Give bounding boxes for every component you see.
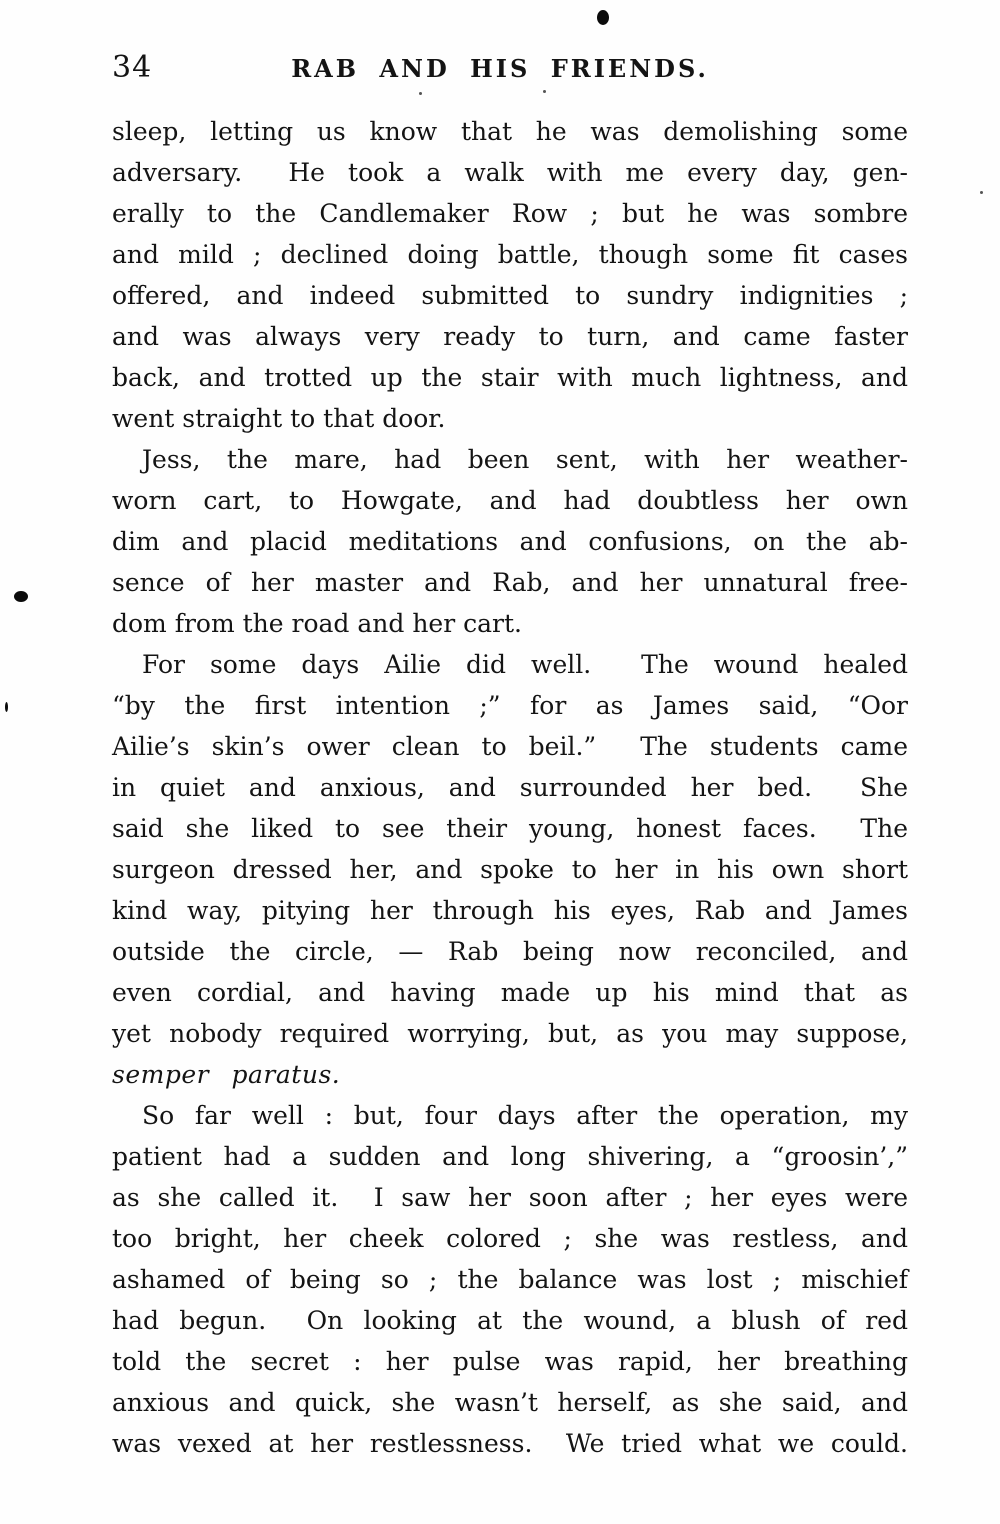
text-line: sleep, letting us know that he was demolishing some [112,117,908,146]
page-text [112,111,908,1464]
text-line: was vexed at her restlessness. We tried what we could. [112,1429,908,1458]
text-line: Jess, the mare, had been sent, with her weather- [142,445,908,474]
text-line: Ailie’s skin’s ower clean to beil.” The students came [112,732,908,761]
text-line: patient had a sudden and long shivering, a “groosin’,” [112,1142,908,1171]
text-line: dom from the road and her cart. [112,609,522,638]
text-line: surgeon dressed her, and spoke to her in his own short [112,855,908,884]
text-line: said she liked to see their young, honest faces. The [112,814,908,843]
text-line: semper paratus. [112,1060,341,1089]
ink-speck [980,191,983,194]
text-line: dim and placid meditations and confusions, on the ab- [112,527,908,556]
text-line: went straight to that door. [112,404,446,433]
text-line: adversary. He took a walk with me every day, gen- [112,158,908,187]
ink-speck [419,92,422,95]
text-line: worn cart, to Howgate, and had doubtless her own [112,486,908,515]
text-line: in quiet and anxious, and surrounded her bed. She [112,773,908,802]
ink-speck [597,10,609,25]
text-line: outside the circle, — Rab being now reconciled, and [112,937,908,966]
text-line: too bright, her cheek colored ; she was restless, and [112,1224,908,1253]
text-line: even cordial, and having made up his mind that as [112,978,908,1007]
text-line: yet nobody required worrying, but, as you may suppose, [112,1019,908,1048]
text-line: back, and trotted up the stair with much lightness, and [112,363,908,392]
text-line: ashamed of being so ; the balance was lost ; mischief [112,1265,908,1294]
text-line: told the secret : her pulse was rapid, her breathing [112,1347,908,1376]
text-line: and mild ; declined doing battle, though some fit cases [112,240,908,269]
text-line: So far well : but, four days after the operation, my [142,1101,908,1130]
ink-speck [543,90,546,93]
text-line: anxious and quick, she wasn’t herself, as she said, and [112,1388,908,1417]
ink-speck [5,702,8,712]
text-line: and was always very ready to turn, and came faster [112,322,908,351]
text-line: as she called it. I saw her soon after ; her eyes were [112,1183,908,1212]
ink-speck [14,591,28,602]
text-line: For some days Ailie did well. The wound healed [142,650,908,679]
running-head: RAB AND HIS FRIENDS. [291,54,709,83]
text-line: sence of her master and Rab, and her unnatural free- [112,568,908,597]
text-line: erally to the Candlemaker Row ; but he was sombre [112,199,908,228]
text-line: “by the first intention ;” for as James said, “Oor [112,691,908,720]
text-line: offered, and indeed submitted to sundry indignities ; [112,281,908,310]
text-line: kind way, pitying her through his eyes, Rab and James [112,896,908,925]
page-number: 34 [112,50,153,85]
text-line: had begun. On looking at the wound, a blush of red [112,1306,908,1335]
